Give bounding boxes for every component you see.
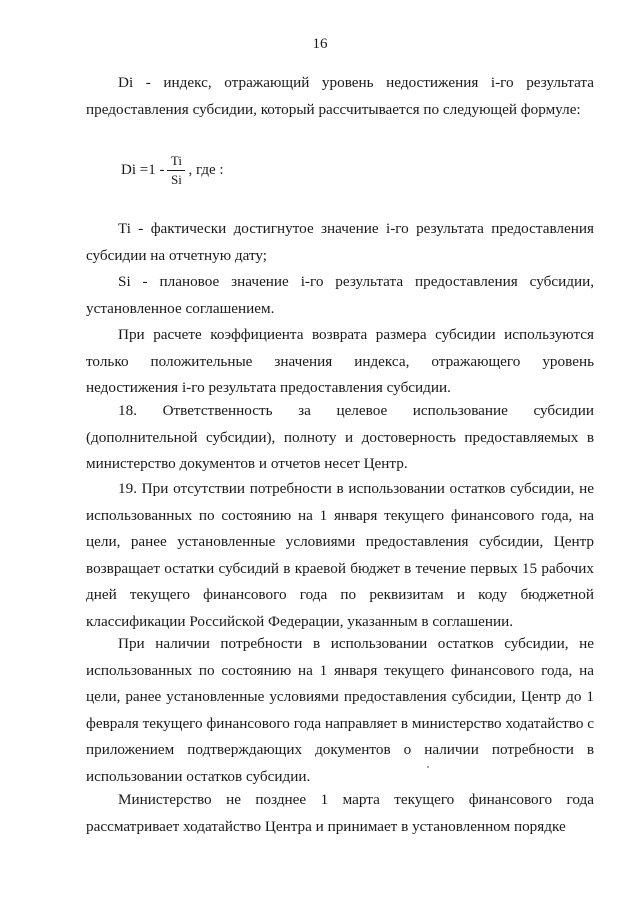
fraction-bar	[167, 170, 185, 171]
formula-suffix: , где :	[188, 161, 224, 178]
formula-lhs: Di =1 -	[121, 161, 165, 178]
paragraph-di-definition: Di - индекс, отражающий уровень недостижения i-го результата предоставления субсидии, который рассчитывается по следующей формуле:	[86, 74, 594, 118]
scan-speck	[427, 766, 429, 768]
page-number: 16	[312, 36, 328, 52]
paragraph-item-19: 19. При отсутствии потребности в использовании остатков субсидии, не использованных по состоянию на 1 января текущего финансового года, на цели, ранее установленные условиями предоставления субсидии, Центр возвращает остатки субсидий в краевой бюджет в течение первых 15 рабочих дней текущего финансового года по реквизитам и коду бюджетной классификации Российской Федерации, указанным в соглашении.	[86, 480, 594, 630]
paragraph-ti-definition: Ti - фактически достигнутое значение i-го результата предоставления субсидии на отчетную дату;	[86, 220, 594, 264]
formula-fraction	[167, 153, 185, 187]
formula-denominator: Si	[171, 172, 182, 187]
paragraph-si-definition: Si - плановое значение i-го результата предоставления субсидии, установленное соглашением.	[86, 273, 594, 317]
formula-di	[121, 148, 224, 192]
paragraph-positive-index: При расчете коэффициента возврата размера субсидии используются только положительные значения индекса, отражающего уровень недостижения i-го результата предоставления субсидии.	[86, 326, 594, 397]
paragraph-ministry-review: Министерство не позднее 1 марта текущего финансового года рассматривает ходатайство Центра и принимает в установленном порядке	[86, 791, 594, 835]
formula-numerator: Ti	[170, 153, 183, 168]
paragraph-item-18: 18. Ответственность за целевое использование субсидии (дополнительной субсидии), полноту и достоверность предоставляемых в министерство документов и отчетов несет Центр.	[86, 402, 594, 473]
paragraph-remaining-need: При наличии потребности в использовании остатков субсидии, не использованных по состоянию на 1 января текущего финансового года, на цели, ранее установленные условиями предоставления субсидии, Центр до 1 февраля текущего финансового года направляет в министерство ходатайство с приложением подтверждающих документов о наличии потребности в использовании остатков субсидии.	[86, 635, 594, 785]
